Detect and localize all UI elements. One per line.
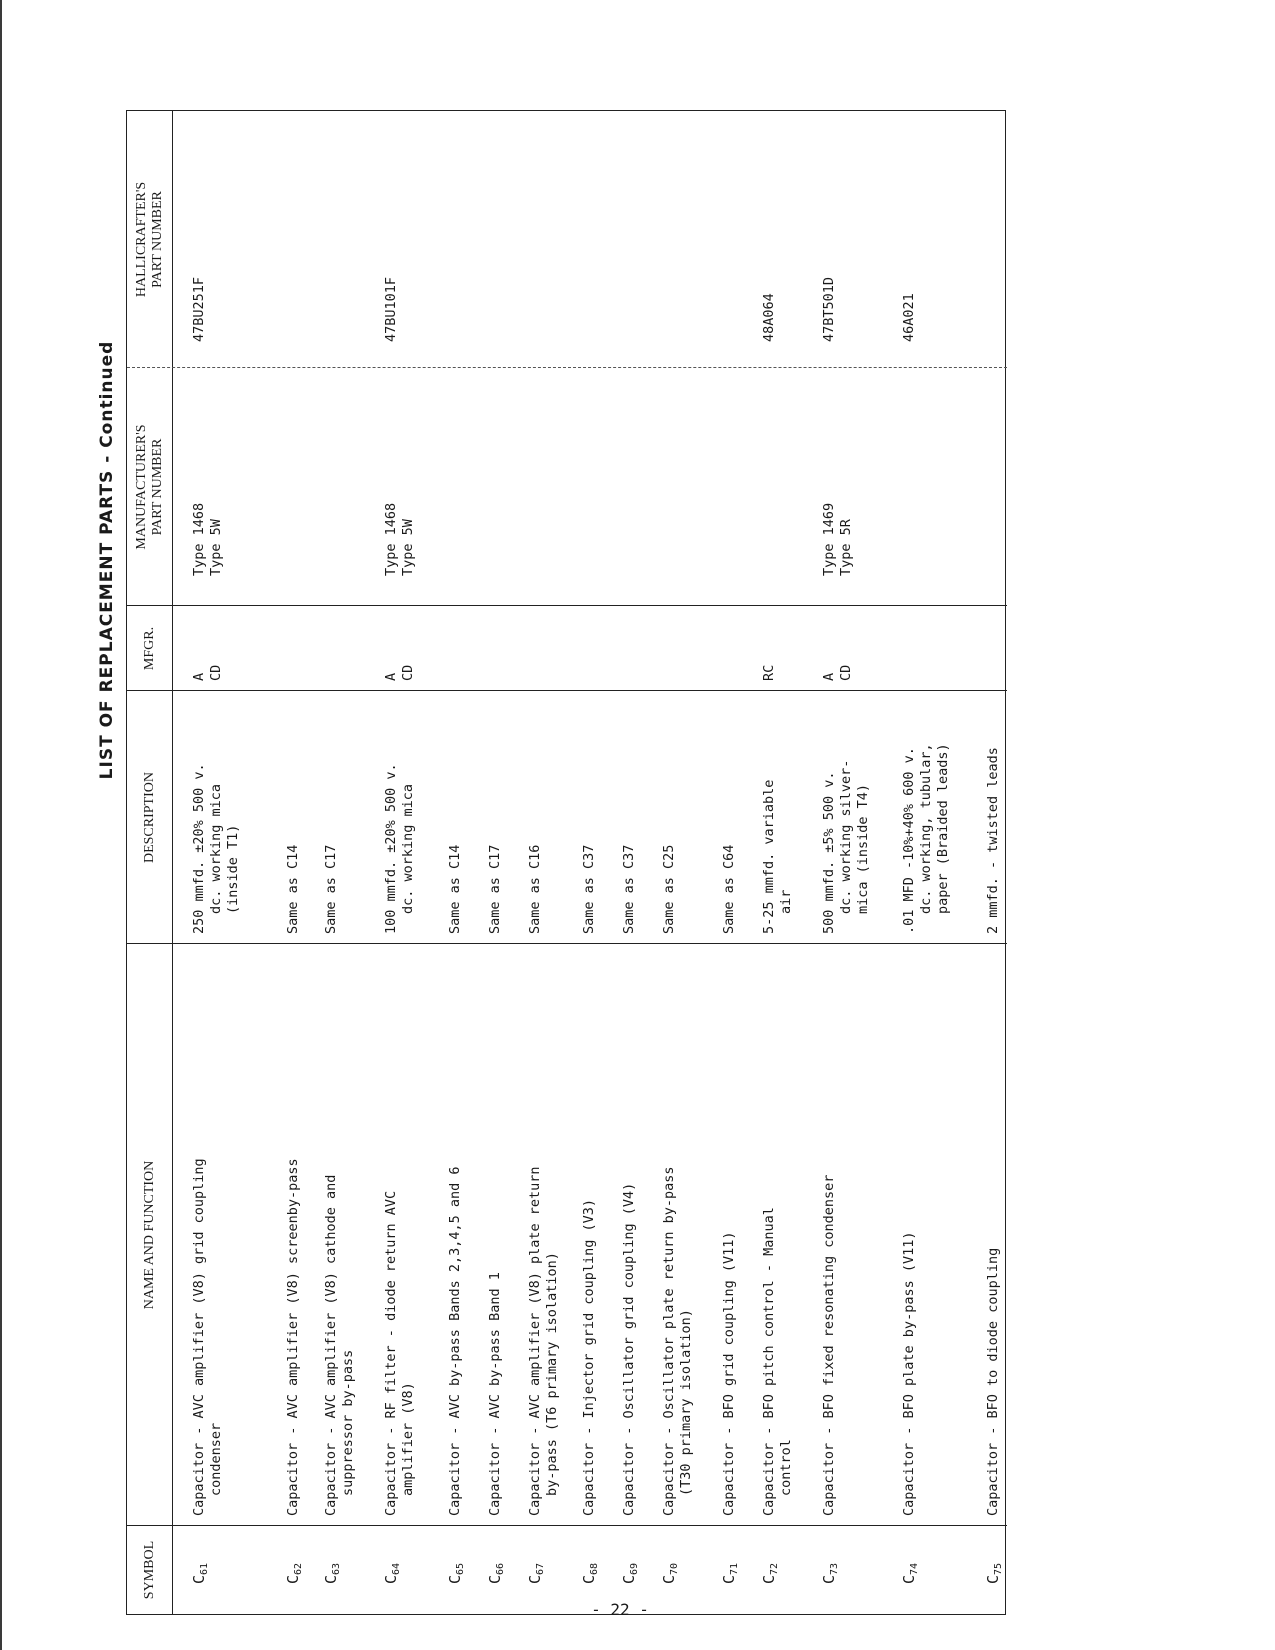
symbol-cell: $C_{74}$ xyxy=(900,1562,920,1584)
name-cell: Capacitor - AVC amplifier (V8) grid coupling condenser xyxy=(191,1158,224,1516)
symbol-cell: $C_{68}$ xyxy=(580,1562,600,1584)
name-cell: Capacitor - AVC by-pass Bands 2,3,4,5 and 6 xyxy=(447,1166,463,1516)
description-cell: 500 mmfd. ±5% 500 v. dc. working silver- mica (inside T4) xyxy=(821,759,871,934)
mfgr-cell: A CD xyxy=(821,664,854,681)
symbol-cell: $C_{61}$ xyxy=(190,1562,210,1584)
scan-edge xyxy=(0,0,2,1650)
description-cell: Same as C37 xyxy=(581,844,597,934)
description-cell: .01 MFD -10%+40% 600 v. dc. working, tubular, paper (Braided leads) xyxy=(901,743,951,934)
name-cell: Capacitor - BFO plate by-pass (V11) xyxy=(901,1231,917,1516)
header-symbol: SYMBOL xyxy=(141,1540,157,1600)
name-cell: Capacitor - BFO pitch control - Manual control xyxy=(761,1207,794,1516)
name-cell: Capacitor - RF filter - diode return AVC amplifier (V8) xyxy=(383,1190,416,1516)
description-cell: Same as C64 xyxy=(721,844,737,934)
column-divider xyxy=(127,1525,1007,1526)
name-cell: Capacitor - AVC amplifier (V8) cathode and suppressor by-pass xyxy=(323,1174,356,1516)
description-cell: Same as C16 xyxy=(527,844,543,934)
mfr-part-cell: Type 1469 Type 5R xyxy=(821,502,854,576)
column-divider xyxy=(127,690,1007,691)
name-cell: Capacitor - BFO grid coupling (V11) xyxy=(721,1231,737,1516)
symbol-cell: $C_{71}$ xyxy=(720,1562,740,1584)
symbol-cell: $C_{62}$ xyxy=(284,1562,304,1584)
symbol-cell: $C_{65}$ xyxy=(446,1562,466,1584)
symbol-cell: $C_{63}$ xyxy=(322,1562,342,1584)
description-cell: Same as C37 xyxy=(621,844,637,934)
hal-part-cell: 48A064 xyxy=(761,293,777,342)
parts-table xyxy=(126,110,1006,1615)
symbol-cell: $C_{67}$ xyxy=(526,1562,546,1584)
header-description: DESCRIPTION xyxy=(141,772,157,864)
description-cell: Same as C17 xyxy=(487,844,503,934)
name-cell: Capacitor - AVC amplifier (V8) screenby-pass xyxy=(285,1158,301,1516)
symbol-cell: $C_{64}$ xyxy=(382,1562,402,1584)
hal-part-cell: 47BT501D xyxy=(821,276,837,342)
mfgr-cell: RC xyxy=(761,664,777,681)
name-cell: Capacitor - Oscillator plate return by-pass (T30 primary isolation) xyxy=(661,1166,694,1516)
column-divider xyxy=(127,605,1007,606)
header-hal-part: HALLICRAFTER'S PART NUMBER xyxy=(133,181,165,298)
symbol-cell: $C_{70}$ xyxy=(660,1562,680,1584)
column-divider xyxy=(127,943,1007,944)
description-cell: 100 mmfd. ±20% 500 v. dc. working mica xyxy=(383,763,416,934)
description-cell: 2 mmfd. - twisted leads xyxy=(985,747,1001,934)
column-divider xyxy=(127,367,1007,368)
hal-part-cell: 46A021 xyxy=(901,293,917,342)
name-cell: Capacitor - AVC by-pass Band 1 xyxy=(487,1272,503,1516)
description-cell: Same as C17 xyxy=(323,844,339,934)
symbol-cell: $C_{66}$ xyxy=(486,1562,506,1584)
header-mfgr: MFGR. xyxy=(141,626,157,671)
symbol-cell: $C_{73}$ xyxy=(820,1562,840,1584)
mfgr-cell: A CD xyxy=(191,664,224,681)
mfgr-cell: A CD xyxy=(383,664,416,681)
name-cell: Capacitor - AVC amplifier (V8) plate return by-pass (T6 primary isolation) xyxy=(527,1166,560,1516)
hal-part-cell: 47BU101F xyxy=(383,276,399,342)
page-number: - 22 - xyxy=(591,1600,649,1619)
header-row xyxy=(127,111,173,1614)
name-cell: Capacitor - Oscillator grid coupling (V4) xyxy=(621,1182,637,1516)
description-cell: 5-25 mmfd. variable air xyxy=(761,779,794,934)
symbol-cell: $C_{75}$ xyxy=(984,1562,1004,1584)
description-cell: Same as C25 xyxy=(661,844,677,934)
hal-part-cell: 47BU251F xyxy=(191,276,207,342)
symbol-cell: $C_{72}$ xyxy=(760,1562,780,1584)
header-mfr-part: MANUFACTURER'S PART NUMBER xyxy=(133,424,165,550)
name-cell: Capacitor - Injector grid coupling (V3) xyxy=(581,1199,597,1516)
description-cell: 250 mmfd. ±20% 500 v. dc. working mica (inside T1) xyxy=(191,763,241,934)
header-name: NAME AND FUNCTION xyxy=(141,1160,157,1310)
description-cell: Same as C14 xyxy=(447,844,463,934)
mfr-part-cell: Type 1468 Type 5W xyxy=(191,502,224,576)
description-cell: Same as C14 xyxy=(285,844,301,934)
name-cell: Capacitor - BFO to diode coupling xyxy=(985,1247,1001,1516)
page-heading: LIST OF REPLACEMENT PARTS - Continued xyxy=(97,340,117,780)
name-cell: Capacitor - BFO fixed resonating condenser xyxy=(821,1174,837,1516)
mfr-part-cell: Type 1468 Type 5W xyxy=(383,502,416,576)
symbol-cell: $C_{69}$ xyxy=(620,1562,640,1584)
